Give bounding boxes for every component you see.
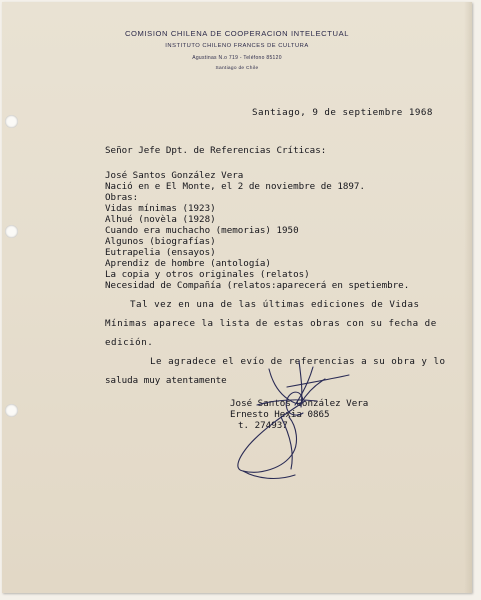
- bio-line: Nació en e El Monte, el 2 de noviembre de 1897.: [105, 181, 365, 192]
- date-line: Santiago, 9 de septiembre 1968: [252, 107, 433, 118]
- bio-line: José Santos González Vera: [105, 170, 244, 181]
- sheet-edge: [464, 2, 472, 593]
- punch-hole-bottom: [5, 404, 18, 417]
- bio-line: Aprendiz de hombre (antología): [105, 258, 271, 269]
- closing-address: Ernesto Hexia 0865: [230, 409, 330, 420]
- closing-phone: t. 274937: [238, 420, 288, 431]
- letter-sheet: [2, 2, 472, 593]
- body-line: Tal vez en una de las últimas ediciones de Vidas: [130, 299, 420, 310]
- bio-line: Cuando era muchacho (memorias) 1950: [105, 225, 299, 236]
- closing-name: José Santos González Vera: [230, 398, 369, 409]
- bio-line: Vidas mínimas (1923): [105, 203, 216, 214]
- handwritten-signature: [217, 357, 367, 487]
- letterhead-organization: COMISION CHILENA DE COOPERACION INTELECTUAL: [124, 29, 350, 38]
- punch-hole-top: [5, 115, 18, 128]
- bio-line: La copia y otros originales (relatos): [105, 269, 310, 280]
- body-line: Le agradece el evío de referencias a su obra y lo: [150, 356, 446, 367]
- bio-line: Eutrapelia (ensayos): [105, 247, 216, 258]
- letterhead-address: Agustinas N.o 719 - Teléfono 85120: [192, 55, 282, 61]
- body-line: saluda muy atentamente: [105, 375, 227, 386]
- bio-line: Alhué (novèla (1928): [105, 214, 216, 225]
- body-line: Mínimas aparece la lista de estas obras con su fecha de: [105, 318, 437, 329]
- bio-line: Obras:: [105, 192, 139, 203]
- letterhead-city: Santiago de Chile: [215, 66, 259, 71]
- salutation: Señor Jefe Dpt. de Referencias Críticas:: [105, 145, 327, 156]
- bio-line: Algunos (biografías): [105, 236, 216, 247]
- bio-line: Necesidad de Compañía (relatos:aparecerá en spetiembre.: [105, 280, 410, 291]
- body-line: edición.: [105, 337, 154, 348]
- punch-hole-middle: [5, 225, 18, 238]
- letterhead-institute: INSTITUTO CHILENO FRANCES DE CULTURA: [165, 43, 309, 49]
